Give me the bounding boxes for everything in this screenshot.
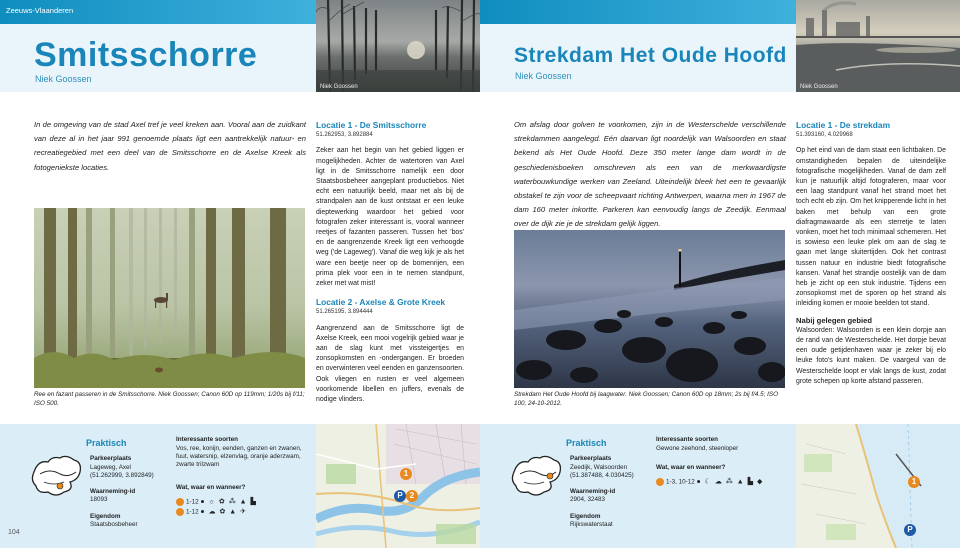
- location-marker-1-icon: [656, 478, 664, 486]
- nearby-area-text: Walsoorden: Walsoorden is een klein dorpje aan de rand van de Westerschelde. Het dorpje bevat een oude getijdenhaven waar je zeker bij elo leuke foto's kunt maken. De vaargeul van de Westerschelde loopt er vlak langs de kust, zodat grote schepen op korte afstand passeren.: [796, 326, 946, 385]
- activity-icons-row-1: ● ☼ ✿ ⁂ ▲ ▙: [200, 498, 257, 506]
- right-page-title: Strekdam Het Oude Hoofd: [514, 44, 787, 67]
- right-parking-value: Zeedijk, Walsoorden: [570, 464, 628, 471]
- left-header-photo: [316, 0, 480, 92]
- left-owner-value: Staatsbosbeheer: [90, 521, 138, 528]
- location-1-heading: Locatie 1 - De Smitsschorre: [316, 120, 427, 130]
- right-parking-label: Parkeerplaats: [570, 455, 612, 462]
- right-parking-coordinates: (51.387488, 4.030425): [570, 472, 634, 479]
- left-top-bar: [0, 0, 316, 24]
- nearby-area-heading: Nabij gelegen gebied: [796, 315, 872, 325]
- left-owner-label: Eigendom: [90, 513, 121, 520]
- page-number: 104: [8, 529, 20, 536]
- tree-avenue-image: [316, 0, 480, 92]
- left-when-row-1: 1-12 ● ☼ ✿ ⁂ ▲ ▙: [176, 498, 257, 507]
- right-when-row-1: 1-3, 10-12 ● ☾ ☁ ⁂ ▲ ▙ ◆: [656, 478, 763, 487]
- axel-map-image: [316, 424, 480, 548]
- right-top-bar: [480, 0, 796, 24]
- walsoorden-map-image: [796, 424, 960, 548]
- strekdam-location-heading: Locatie 1 - De strekdam: [796, 120, 891, 130]
- right-praktisch-panel: [480, 424, 796, 548]
- map-marker-2[interactable]: 2: [406, 490, 418, 502]
- map-parking-marker[interactable]: P: [904, 524, 916, 536]
- left-praktisch-heading: Praktisch: [86, 438, 127, 448]
- section-label: Zeeuws-Vlaanderen: [6, 6, 74, 15]
- map-marker-1[interactable]: 1: [400, 468, 412, 480]
- left-observation-value: 18093: [90, 496, 108, 503]
- right-owner-value: Rijkswaterstaat: [570, 521, 613, 528]
- left-header-band: [0, 24, 316, 92]
- right-observation-label: Waarneming-id: [570, 488, 616, 495]
- right-praktisch-heading: Praktisch: [566, 438, 607, 448]
- location-2-text: Aangrenzend aan de Smitsschorre ligt de Axelse Kreek, een mooi vogelrijk gebied waar je aan de slag kunt met vissteigertjes en zonsopkomsten en -ondergangen. Er broeden en overwinteren veel eenden en ganzensoorten. Ook vliegen en rusten er veel algemeen voorkomende libellen en juffers, evenals de nodige vlinders.: [316, 324, 464, 404]
- right-author: Niek Goossen: [515, 71, 572, 81]
- left-photo-caption: Ree en fazant passeren in de Smitsschorre. Niek Goossen; Canon 60D op 119mm; 1/20s bij f/11; ISO 500.: [34, 391, 305, 407]
- right-header-photo-credit: Niek Goossen: [800, 84, 838, 90]
- left-location-column: [316, 118, 464, 411]
- strekdam-location-coordinates: 51.393160, 4.029968: [796, 132, 853, 139]
- left-page-title: Smitsschorre: [34, 36, 258, 74]
- left-author: Niek Goossen: [35, 74, 92, 84]
- left-species-value: Vos, ree, konijn, eenden, ganzen en zwanen, fuut, watersnip, elzenvlag, oranje aderzwam, zwarte trilzwam: [176, 445, 302, 468]
- map-marker-1[interactable]: 1: [908, 476, 920, 488]
- right-rocks-photo: [514, 230, 785, 388]
- right-location-column: [796, 118, 946, 393]
- left-when-label: Wat, waar en wanneer?: [176, 484, 246, 491]
- location-2-heading: Locatie 2 - Axelse & Grote Kreek: [316, 297, 446, 308]
- left-when-row-2: 1-12 ● ☁ ✿ ▲ ✈: [176, 508, 247, 517]
- left-parking-value: Lageweg, Axel: [90, 464, 131, 471]
- right-observation-value: 2904, 32483: [570, 496, 606, 503]
- right-owner-label: Eigendom: [570, 513, 601, 520]
- left-species-label: Interessante soorten: [176, 436, 238, 443]
- forest-image: [34, 208, 305, 388]
- location-marker-1-icon: [176, 498, 184, 506]
- left-header-photo-credit: Niek Goossen: [320, 84, 358, 90]
- activity-icons-row-1: ● ☾ ☁ ⁂ ▲ ▙ ◆: [696, 478, 764, 486]
- right-species-value: Gewone zeehond, steenloper: [656, 445, 739, 452]
- right-header-band: [480, 24, 796, 92]
- strekdam-image: [514, 230, 785, 388]
- left-intro-text: In de omgeving van de stad Axel tref je veel kreken aan. Vooral aan de zuidkant van deze al in het jaar 991 genoemde plaats ligt een aantrekkelijk natuur- en recreatiegebied met een deel van de Smitsschorre en de Axelse Kreek als fotogeniekste locaties.: [34, 120, 306, 172]
- right-intro-text: Om afslag door golven te voorkomen, zijn in de Westerschelde verschillende strekdammen aangelegd. Eén daarvan ligt noordelijk van Walsoorden en staat bekend als Het Oude Hoofd. Deze 350 meter lange dam wordt in de geschiedenisboeken omschreven als een van de merkwaardigste waterbouwkundige werken van Zeeland. Uiteindelijk bleek het een te gevaarlijk obstakel te zijn voor de scheepvaart richting Antwerpen, waarna men in 1967 de dam 160 meter inkortte. Parkeren kan eenvoudig langs de Zeedijk. Eenmaal over de dijk zie je de strekdam gelijk liggen.: [514, 120, 786, 229]
- left-observation-label: Waarneming-id: [90, 488, 136, 495]
- location-2-coordinates: 51.265195, 3.894444: [316, 309, 373, 316]
- right-when-label: Wat, waar en wanneer?: [656, 464, 726, 471]
- right-photo-caption: Strekdam Het Oude Hoofd bij laagwater. Niek Goossen; Canon 60D op 18mm; 2s bij f/4.5; ISO 100, 24-10-2012.: [514, 391, 779, 407]
- right-header-photo: [796, 0, 960, 92]
- industry-dawn-image: [796, 0, 960, 92]
- strekdam-location-text: Op het eind van de dam staat een lichtbaken. De omstandigheden bepalen de uiteindelijke fotografische mogelijkheden. Vanaf de dam zelf kun je natuurlijk altijd fotograferen, maar voor een laag standpunt vanaf het strand moet het toch echt eb zijn. Om het knipperende licht in het baken met behulp van een grote diafragmawaarde als een sterretje te laten vonken, moet het toch minimaal schemeren. Het is sowieso een leuke plek om aan de slag te gaan met lange sluitertijden. Ook het contrast tussen natuur en industrie biedt fotografische kansen. Vanaf het strandje oostelijk van de dam heb je zicht op een stuk industrie. Tijdens een zonsopkomst met de sporen op het strand als inleiding komen er mooie beelden tot stand.: [796, 147, 946, 308]
- location-marker-2-icon: [176, 508, 184, 516]
- pheasant-shape: [155, 368, 163, 373]
- left-parking-label: Parkeerplaats: [90, 455, 132, 462]
- right-map[interactable]: [796, 424, 960, 548]
- left-praktisch-panel: [0, 424, 316, 548]
- zeeland-outline-icon: [510, 452, 564, 500]
- zeeland-outline-icon: [30, 452, 84, 500]
- right-species-label: Interessante soorten: [656, 436, 718, 443]
- left-forest-photo: [34, 208, 305, 388]
- location-1-coordinates: 51.262953, 3.892884: [316, 132, 373, 139]
- left-parking-coordinates: (51.262999, 3.892849): [90, 472, 154, 479]
- map-parking-marker[interactable]: P: [394, 490, 406, 502]
- left-map[interactable]: [316, 424, 480, 548]
- location-1-text: Zeker aan het begin van het gebied liggen er mogelijkheden. Achter de watertoren van Axel ligt in de Smitsschorre namelijk een door Staatsbosbeheer aangeplant productiebos. Niet echt een natuurlijk beeld, maar net als bij de strandpalen aan de kust ontstaat er een leuke dieptewerking waardoor het gebied voor fotografen zeker interessant is, vooral wanneer reetjes of fazanten passeren. Tussen het 'bos' en de aangrenzende Kreek ligt een verhoogde weg ('de Lageweg'). Vanaf die weg kijk je als het ware een beetje neer op de bomenrijen, een prima plek voor een in te nemen standpunt, zeker met wat mist!: [316, 147, 464, 288]
- activity-icons-row-2: ● ☁ ✿ ▲ ✈: [200, 508, 248, 516]
